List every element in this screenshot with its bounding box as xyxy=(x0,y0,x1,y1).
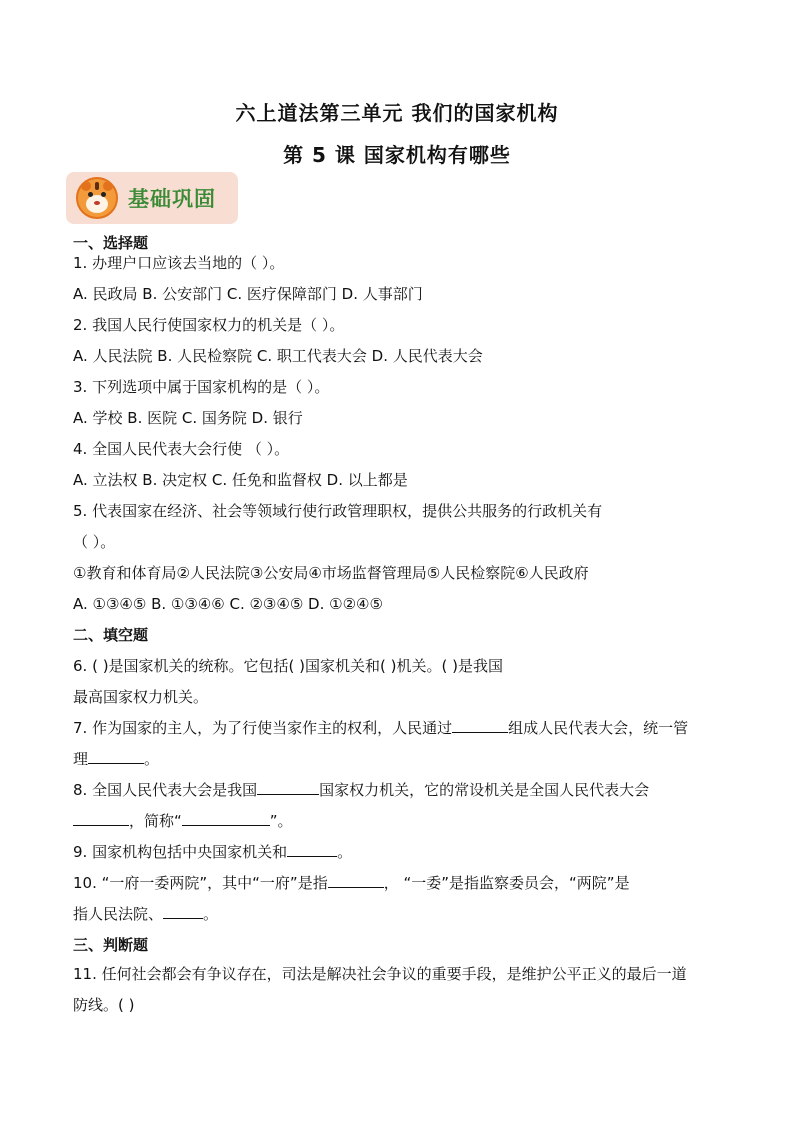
question-2-options: A. 人民法院 B. 人民检察院 C. 职工代表大会 D. 人民代表大会 xyxy=(73,347,483,365)
question-11-cont: 防线。( ) xyxy=(73,996,135,1014)
page-title: 六上道法第三单元 我们的国家机构 xyxy=(235,101,559,125)
answer-blank[interactable] xyxy=(328,873,384,888)
question-4: 4. 全国人民代表大会行使 （ ）。 xyxy=(73,440,290,458)
question-1: 1. 办理户口应该去当地的（ ）。 xyxy=(73,254,285,272)
question-11: 11. 任何社会都会有争议存在，司法是解决社会争议的重要手段，是维护公平正义的最后一道 xyxy=(73,965,687,983)
question-7-cont: 理 。 xyxy=(73,750,160,768)
question-10-cont: 指人民法院、 。 xyxy=(73,905,219,923)
choice-heading: 一、选择题 xyxy=(73,234,149,252)
question-2: 2. 我国人民行使国家权力的机关是（ ）。 xyxy=(73,316,345,334)
answer-blank[interactable] xyxy=(257,780,319,795)
question-3: 3. 下列选项中属于国家机构的是（ ）。 xyxy=(73,378,330,396)
answer-blank[interactable] xyxy=(287,842,337,857)
section-badge xyxy=(66,172,238,224)
answer-blank[interactable] xyxy=(73,811,129,826)
answer-blank[interactable] xyxy=(163,904,203,919)
question-8-cont: ，简称“ ”。 xyxy=(73,811,733,831)
question-5: 5. 代表国家在经济、社会等领域行使行政管理职权，提供公共服务的行政机关有 xyxy=(73,502,603,520)
question-5-options: A. ①③④⑤ B. ①③④⑥ C. ②③④⑤ D. ①②④⑤ xyxy=(73,595,383,613)
question-5-blank: （ ）。 xyxy=(73,533,116,551)
question-6: 6. ( )是国家机关的统称。它包括( )国家机关和( )机关。( )是我国 xyxy=(73,657,503,675)
badge-label: 基础巩固 xyxy=(128,187,216,211)
question-7: 7. 作为国家的主人，为了行使当家作主的权利，人民通过 组成人民代表大会，统一管 xyxy=(73,719,689,737)
answer-blank[interactable] xyxy=(182,811,270,826)
question-9: 9. 国家机构包括中央国家机关和 。 xyxy=(73,843,353,861)
answer-blank[interactable] xyxy=(88,749,144,764)
question-3-options: A. 学校 B. 医院 C. 国务院 D. 银行 xyxy=(73,409,303,427)
fill-heading: 二、填空题 xyxy=(73,626,149,644)
tiger-icon xyxy=(76,177,118,219)
question-1-options: A. 民政局 B. 公安部门 C. 医疗保障部门 D. 人事部门 xyxy=(73,285,423,303)
question-4-options: A. 立法权 B. 决定权 C. 任免和监督权 D. 以上都是 xyxy=(73,471,408,489)
judge-heading: 三、判断题 xyxy=(73,936,149,954)
question-6-cont: 最高国家权力机关。 xyxy=(73,688,209,706)
answer-blank[interactable] xyxy=(452,718,508,733)
question-10: 10. “一府一委两院”，其中“一府”是指 ， “一委”是指监察委员会，“两院”是 xyxy=(73,874,630,892)
question-8: 8. 全国人民代表大会是我国 国家权力机关，它的常设机关是全国人民代表大会 xyxy=(73,781,650,799)
lesson-title: 第 5 课 国家机构有哪些 xyxy=(283,143,511,167)
question-5-items: ①教育和体育局②人民法院③公安局④市场监督管理局⑤人民检察院⑥人民政府 xyxy=(73,564,589,582)
